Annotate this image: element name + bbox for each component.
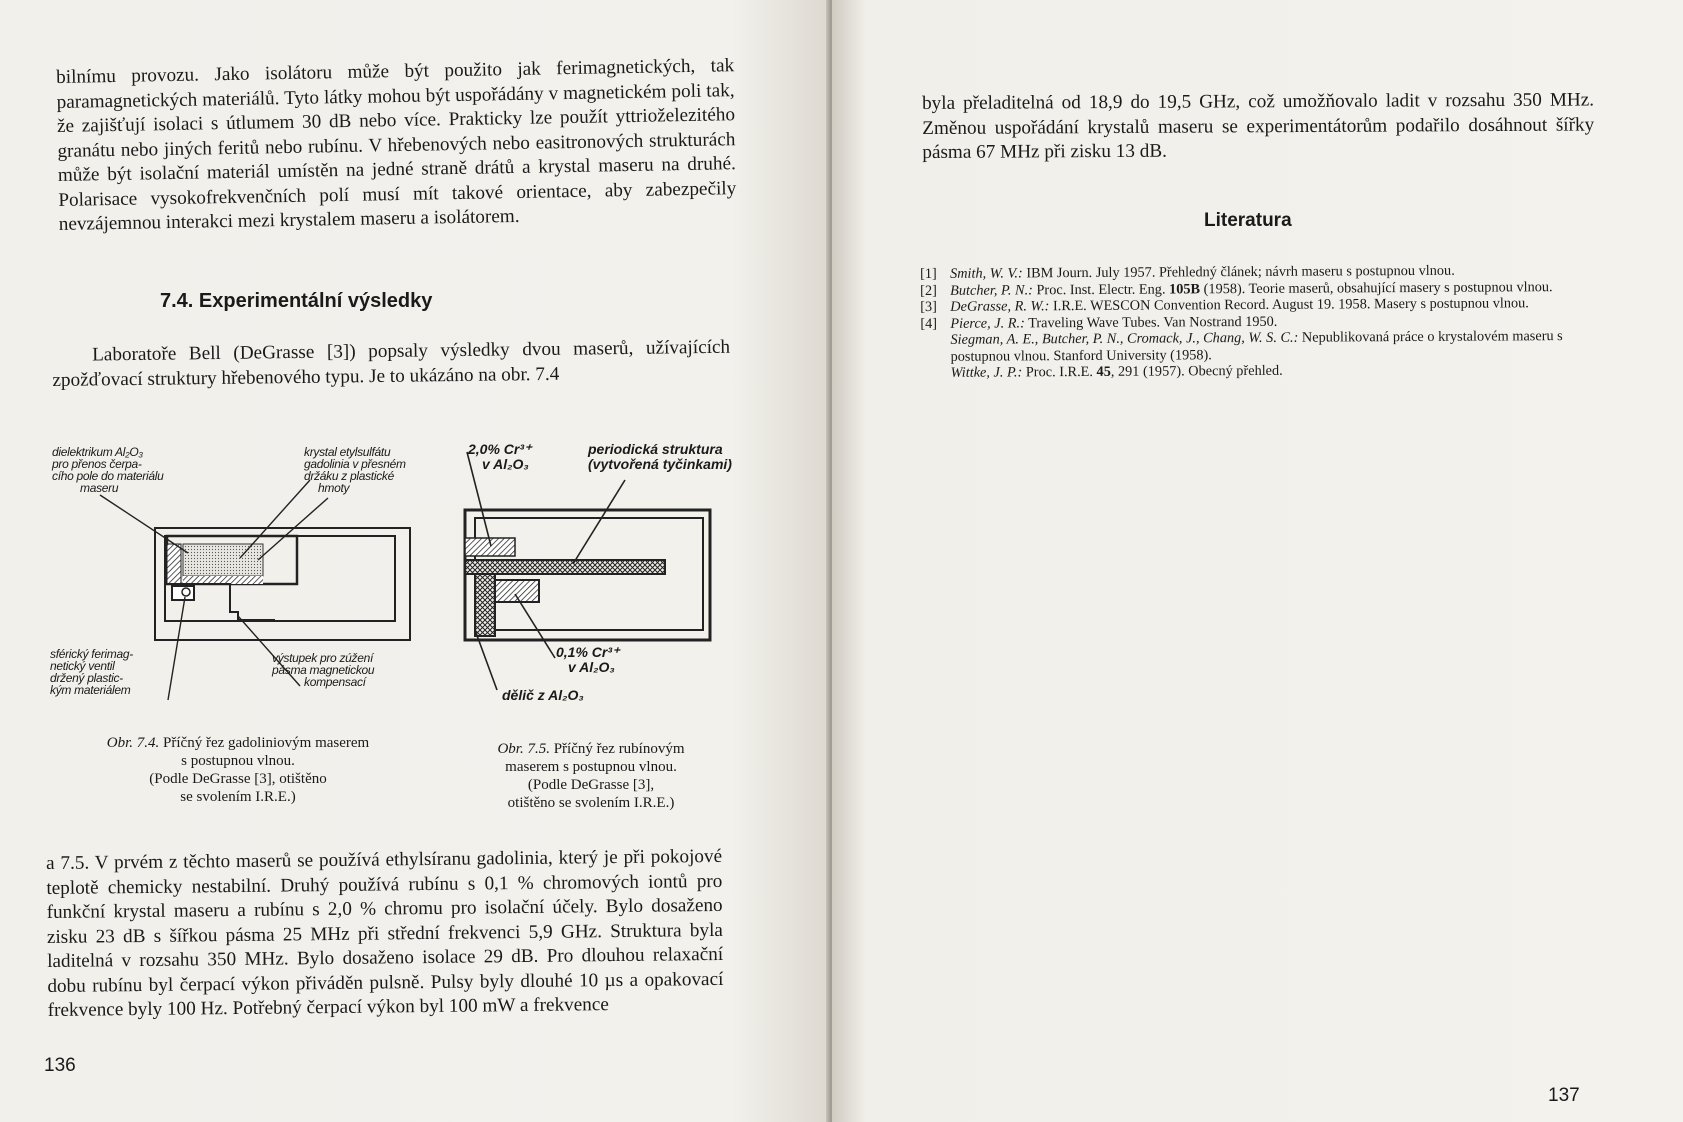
- label-divider: dělič z Al₂O₃: [502, 687, 584, 703]
- caption-7-5: Obr. 7.5. Příčný řez rubínovým maserem s postupnou vlnou. (Podle DeGrasse [3], otištěno se svolením I.R.E.): [497, 741, 685, 811]
- reference-item: Wittke, J. P.: Proc. I.R.E. 45, 291 (1957). Obecný přehled.: [950, 362, 1283, 381]
- paragraph-top-right: byla přeladitelná od 18,9 do 19,5 GHz, což umožňovalo ladit v rozsahu 350 MHz. Změnou uspořádání krystalů maseru se experimentátorům podařilo dosáhnout šířky pásma 67 MHz při zisku 13 dB.: [922, 89, 1595, 163]
- paragraph-bottom: a 7.5. V prvém z těchto maserů se používá ethylsíranu gadolinia, který je při pokojové teplotě chemicky nestabilní. Druhý používá rubínu s 0,1 % chromových iontů pro funkční krystal maseru a rubínu s 2,0 % chromu pro isolační účely. Bylo dosaženo zisku 23 dB s šířkou pásma 25 MHz při střední frekvenci 5,9 GHz. Struktura byla laditelná v rozsahu 350 MHz. Bylo dosaženo isolace 29 dB. Pro dlouhou relaxační dobu rubínu byl čerpací výkon přiváděn pulsně. Pulsy byly dlouhé 10 µs a opakovací frekvence byly 100 Hz. Potřebný čerpací výkon byl 100 mW a frekvence: [46, 845, 724, 1021]
- label-crystal: krystal etylsulfátu gadolinia v přesném držáku z plastické hmoty: [304, 445, 406, 495]
- label-dielectric: dielektrikum Al₂O₃ pro přenos čerpa- cího pole do materiálu maseru: [52, 445, 164, 495]
- reference-list: [920, 262, 1593, 382]
- reference-item: Siegman, A. E., Butcher, P. N., Cromack, J., Chang, W. S. C.: Nepublikovaná práce o krystalovém maseru s postupnou vlnou. Stanford University (1958).: [950, 328, 1563, 365]
- label-periodic: periodická struktura (vytvořená tyčinkami): [588, 441, 732, 472]
- page-number-left: 136: [44, 1055, 76, 1076]
- reference-item: [1] Smith, W. V.: IBM Journ. July 1957. Přehledný článek; návrh maseru s postupnou vlnou.: [920, 262, 1455, 282]
- caption-7-5-label: Obr. 7.5.: [497, 741, 550, 757]
- paragraph-top: bilnímu provozu. Jako isolátoru může být použito jak ferimagnetických, tak paramagnetických materiálů. Tyto látky mohou být uspořádány v magnetickém poli tak, že zajišťují isolaci s útlumem 30 dB nebo více. Prakticky lze použít yttrioželezitého granátu nebo jiných feritů nebo rubínu. V hřebenových nebo easitronových strukturách může být isolační materiál umístěn na jedné straně drátů a krystal maseru na druhé. Polarisace vysokofrekvenčních polí musí mít takové orientace, aby zabezpečily nevzájemnou interakci mezi krystalem maseru a isolátorem.: [56, 55, 737, 235]
- reference-item: [4] Pierce, J. R.: Traveling Wave Tubes. Van Nostrand 1950.: [920, 313, 1278, 332]
- caption-7-4: Obr. 7.4. Příčný řez gadoliniovým maserem s postupnou vlnou. (Podle DeGrasse [3], otištěno se svolením I.R.E.): [106, 735, 370, 805]
- section-heading: 7.4. Experimentální výsledky: [160, 290, 433, 312]
- reference-item: [2] Butcher, P. N.: Proc. Inst. Electr. Eng. 105B (1958). Teorie maserů, obsahující masery s postupnou vlnou.: [920, 278, 1553, 299]
- paragraph-intro: Laboratoře Bell (DeGrasse [3]) popsaly výsledky dvou maserů, užívajících zpožďovací struktury hřebenového typu. Je to ukázáno na obr. 7.4: [52, 336, 731, 391]
- reference-item: [3] DeGrasse, R. W.: I.R.E. WESCON Convention Record. August 19. 1958. Masery s postupnou vlnou.: [920, 295, 1529, 315]
- page-number-right: 137: [1548, 1085, 1580, 1106]
- label-ferrimagnetic: sférický ferimag- netický ventil držený plastic- kým materiálem: [50, 647, 133, 697]
- left-page: [0, 0, 832, 1122]
- label-cr-bottom: 0,1% Cr³⁺ v Al₂O₃: [556, 644, 620, 675]
- label-cr-top: 2,0% Cr³⁺ v Al₂O₃: [468, 441, 532, 472]
- right-page: [832, 0, 1683, 1122]
- caption-7-4-label: Obr. 7.4.: [106, 735, 160, 751]
- label-step: výstupek pro zúžení pásma magnetickou kompensací: [272, 651, 375, 689]
- literature-heading: Literatura: [1204, 210, 1292, 231]
